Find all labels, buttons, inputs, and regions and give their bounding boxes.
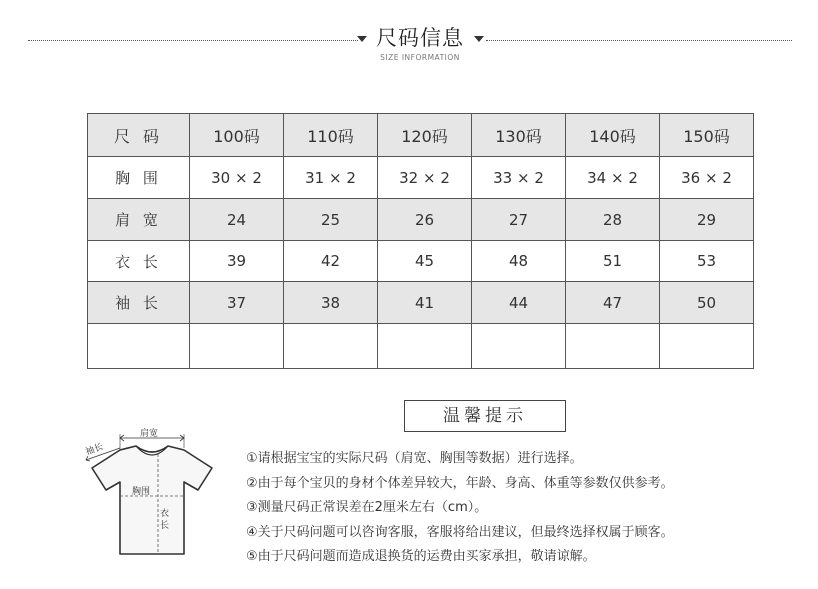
row-label <box>88 324 190 369</box>
row-label: 肩 宽 <box>88 199 190 241</box>
header-dotted-line-left <box>28 40 358 41</box>
list-item: ③测量尺码正常误差在2厘米左右（cm）。 <box>246 500 488 515</box>
length-label-1: 衣 <box>160 509 170 519</box>
table-cell <box>566 324 660 369</box>
size-100: 100码 <box>190 114 284 157</box>
list-item: ⑤由于尺码问题而造成退换货的运费由买家承担，敬请谅解。 <box>246 549 596 564</box>
table-row-sleeve <box>88 282 754 324</box>
table-cell <box>660 324 754 369</box>
table-cell: 27 <box>472 199 566 241</box>
table-row-empty <box>88 324 754 369</box>
size-150: 150码 <box>660 114 754 157</box>
table-cell: 42 <box>284 241 378 282</box>
tips-list <box>246 447 674 570</box>
shoulder-width-label: 肩宽 <box>140 429 159 439</box>
table-cell: 29 <box>660 199 754 241</box>
row-label: 衣 长 <box>88 241 190 282</box>
table-cell: 33 × 2 <box>472 157 566 199</box>
header-triangle-right-icon <box>474 36 484 42</box>
table-cell: 47 <box>566 282 660 324</box>
section-header <box>0 0 818 70</box>
header-triangle-left-icon <box>357 36 367 42</box>
table-row-shoulder <box>88 199 754 241</box>
table-cell <box>190 324 284 369</box>
table-cell: 53 <box>660 241 754 282</box>
size-140: 140码 <box>566 114 660 157</box>
list-item: ①请根据宝宝的实际尺码（肩宽、胸围等数据）进行选择。 <box>246 451 583 466</box>
table-row-length <box>88 241 754 282</box>
list-item: ②由于每个宝贝的身材个体差异较大，年龄、身高、体重等参数仅供参考。 <box>246 475 674 491</box>
table-cell: 48 <box>472 241 566 282</box>
table-cell: 38 <box>284 282 378 324</box>
table-row-chest <box>88 157 754 199</box>
section-title: 尺码信息 <box>376 26 464 50</box>
table-cell: 26 <box>378 199 472 241</box>
table-cell: 25 <box>284 199 378 241</box>
row-label: 袖 长 <box>88 282 190 324</box>
table-cell: 31 × 2 <box>284 157 378 199</box>
list-item: ④关于尺码问题可以咨询客服，客服将给出建议，但最终选择权属于顾客。 <box>246 524 674 540</box>
row-label: 胸 围 <box>88 157 190 199</box>
size-130: 130码 <box>472 114 566 157</box>
size-table <box>87 113 754 369</box>
table-cell: 36 × 2 <box>660 157 754 199</box>
table-cell: 51 <box>566 241 660 282</box>
table-cell: 24 <box>190 199 284 241</box>
section-subtitle: SIZE INFORMATION <box>380 53 460 62</box>
table-cell: 50 <box>660 282 754 324</box>
table-cell <box>378 324 472 369</box>
size-110: 110码 <box>284 114 378 157</box>
header-dotted-line-right <box>486 40 792 41</box>
table-cell: 37 <box>190 282 284 324</box>
size-120: 120码 <box>378 114 472 157</box>
table-cell: 28 <box>566 199 660 241</box>
table-cell: 34 × 2 <box>566 157 660 199</box>
size-table-header-row <box>88 114 754 157</box>
table-cell <box>284 324 378 369</box>
table-cell <box>472 324 566 369</box>
table-cell: 30 × 2 <box>190 157 284 199</box>
table-cell: 45 <box>378 241 472 282</box>
chest-label: 胸围 <box>132 487 151 497</box>
table-cell: 41 <box>378 282 472 324</box>
length-label-2: 长 <box>160 521 170 531</box>
tshirt-measurement-diagram <box>80 424 226 564</box>
size-header-label: 尺 码 <box>88 114 190 157</box>
tips-title: 温馨提示 <box>404 400 566 432</box>
table-cell: 39 <box>190 241 284 282</box>
sleeve-length-label: 袖长 <box>84 442 105 458</box>
table-cell: 44 <box>472 282 566 324</box>
table-cell: 32 × 2 <box>378 157 472 199</box>
